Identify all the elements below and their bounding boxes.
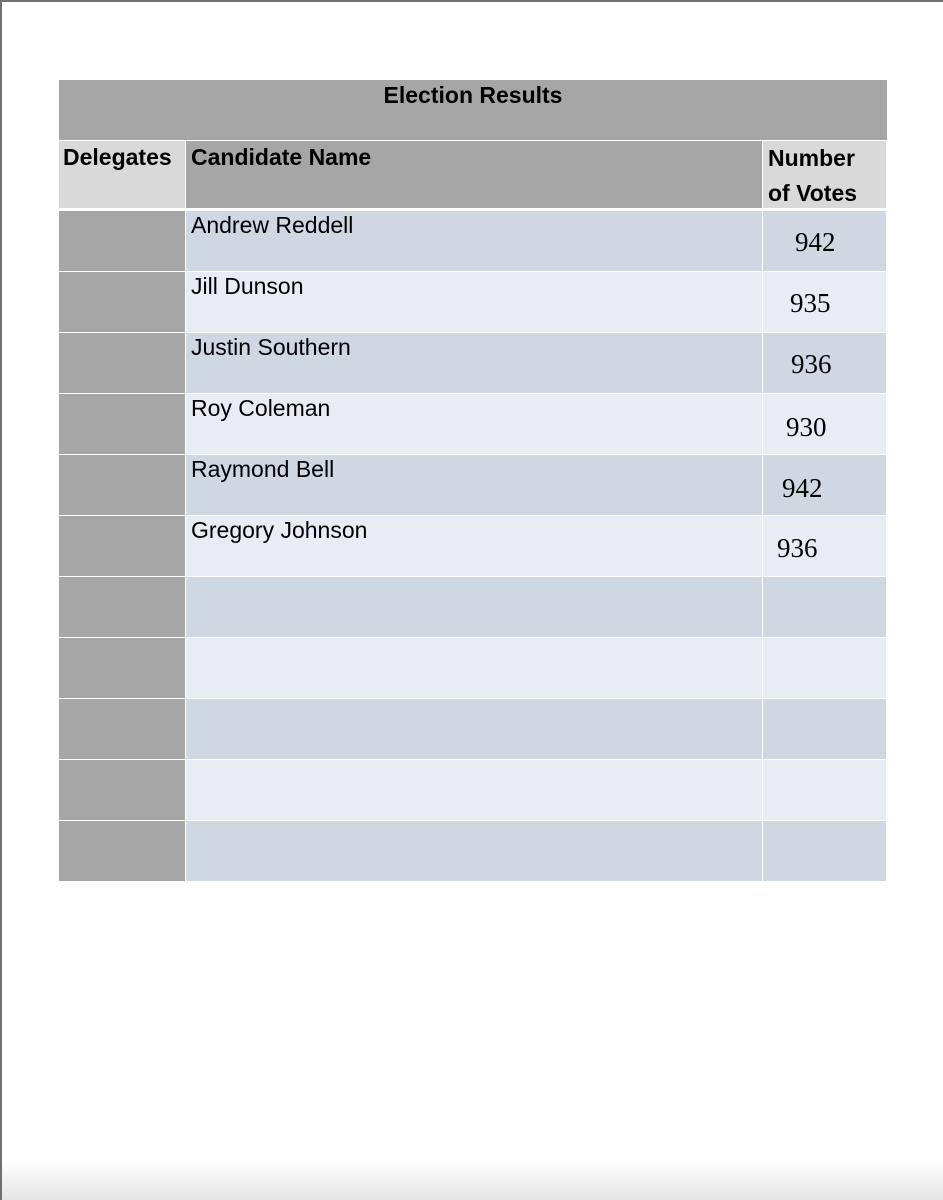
table-row xyxy=(59,333,887,393)
header-row xyxy=(59,141,887,208)
table-row xyxy=(59,577,887,637)
votes-cell xyxy=(763,638,886,698)
table-row xyxy=(59,821,887,881)
votes-cell xyxy=(763,394,886,454)
candidate-name-cell xyxy=(186,699,762,759)
votes-cell xyxy=(763,455,886,515)
table-row xyxy=(59,516,887,576)
table-row xyxy=(59,760,887,820)
delegates-cell xyxy=(59,394,185,454)
votes-value: 930 xyxy=(786,412,827,442)
votes-value: 942 xyxy=(795,227,836,257)
delegates-cell xyxy=(59,333,185,393)
candidate-name-cell: Justin Southern xyxy=(186,333,762,393)
header-delegates: Delegates xyxy=(59,141,185,208)
delegates-cell xyxy=(59,455,185,515)
delegates-cell xyxy=(59,272,185,332)
page-bottom-shadow xyxy=(2,1160,943,1200)
candidate-name-cell: Andrew Reddell xyxy=(186,211,762,271)
candidate-name-cell: Raymond Bell xyxy=(186,455,762,515)
candidate-name-cell xyxy=(186,821,762,881)
header-votes-line2: of Votes xyxy=(768,180,858,206)
delegates-cell xyxy=(59,516,185,576)
candidate-name-cell xyxy=(186,577,762,637)
votes-value: 936 xyxy=(777,533,818,563)
delegates-cell xyxy=(59,211,185,271)
delegates-cell xyxy=(59,699,185,759)
candidate-name-cell: Jill Dunson xyxy=(186,272,762,332)
table-row xyxy=(59,638,887,698)
delegates-cell xyxy=(59,638,185,698)
votes-cell xyxy=(763,821,886,881)
votes-cell xyxy=(763,211,886,271)
candidate-name-cell: Gregory Johnson xyxy=(186,516,762,576)
table-row xyxy=(59,394,887,454)
delegates-cell xyxy=(59,760,185,820)
header-candidate-name: Candidate Name xyxy=(186,141,762,208)
header-votes-line1: Number xyxy=(768,145,855,171)
table-title-bar xyxy=(59,80,887,140)
header-number-of-votes xyxy=(763,141,886,208)
votes-cell xyxy=(763,516,886,576)
votes-cell xyxy=(763,577,886,637)
votes-cell xyxy=(763,760,886,820)
table-row xyxy=(59,211,887,271)
delegates-cell xyxy=(59,577,185,637)
candidate-name-cell xyxy=(186,638,762,698)
table-row xyxy=(59,699,887,759)
election-results-table xyxy=(59,80,887,882)
votes-cell xyxy=(763,699,886,759)
votes-value: 935 xyxy=(790,288,831,318)
table-row xyxy=(59,272,887,332)
candidate-name-cell: Roy Coleman xyxy=(186,394,762,454)
votes-value: 936 xyxy=(791,349,832,379)
votes-cell xyxy=(763,333,886,393)
votes-cell xyxy=(763,272,886,332)
candidate-name-cell xyxy=(186,760,762,820)
table-row xyxy=(59,455,887,515)
table-body xyxy=(59,211,887,881)
delegates-cell xyxy=(59,821,185,881)
table-title: Election Results xyxy=(383,82,563,108)
votes-value: 942 xyxy=(782,473,823,503)
